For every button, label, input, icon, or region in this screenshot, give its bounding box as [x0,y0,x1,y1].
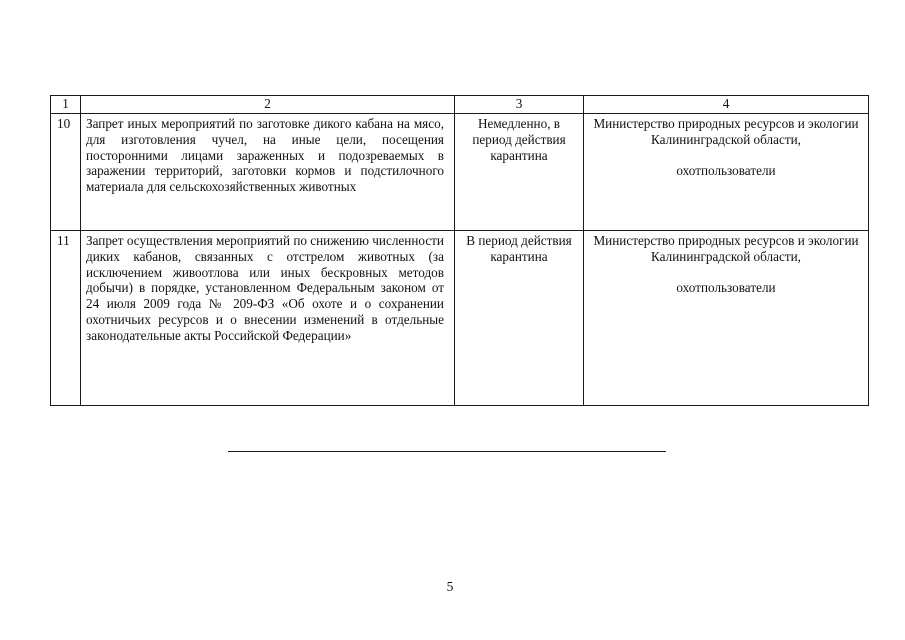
responsible-ministry: Министерство природных ресурсов и экологии Калининградской области, [593,233,859,264]
header-col-3: 3 [455,96,584,114]
measures-table [50,95,869,406]
term-text: Немедленно, в период действия карантина [455,114,584,231]
table-row [51,114,869,231]
header-col-1: 1 [51,96,81,114]
responsible-hunters: охотпользователи [676,162,776,178]
header-col-2: 2 [81,96,455,114]
page-number: 5 [446,579,454,594]
responsible-ministry: Министерство природных ресурсов и экологии Калининградской области, [593,116,859,147]
table-header-row [51,96,869,114]
term-text: В период действия карантина [455,231,584,406]
header-col-4: 4 [584,96,869,114]
responsible-cell [584,114,869,231]
responsible-hunters: охотпользователи [676,279,776,295]
measure-text: Запрет иных мероприятий по заготовке дикого кабана на мясо, для изготовления чучел, на иные цели, посещения посторонними лицами зараженных и подозреваемых в заражении территорий, заготовки кормов и подстилочного материала для сельскохозяйственных животных [81,114,455,231]
row-number: 10 [51,114,81,231]
measure-text: Запрет осуществления мероприятий по снижению численности диких кабанов, связанных с отстрелом животных (за исключением живоотлова или иных бескровных методов добычи) в порядке, установленном Федеральным законом от 24 июля 2009 года № 209-ФЗ «Об охоте и о сохранении охотничьих ресурсов и о внесении изменений в отдельные законодательные акты Российской Федерации» [81,231,455,406]
responsible-cell [584,231,869,406]
separator-line [228,451,666,452]
row-number: 11 [51,231,81,406]
table-row [51,231,869,406]
